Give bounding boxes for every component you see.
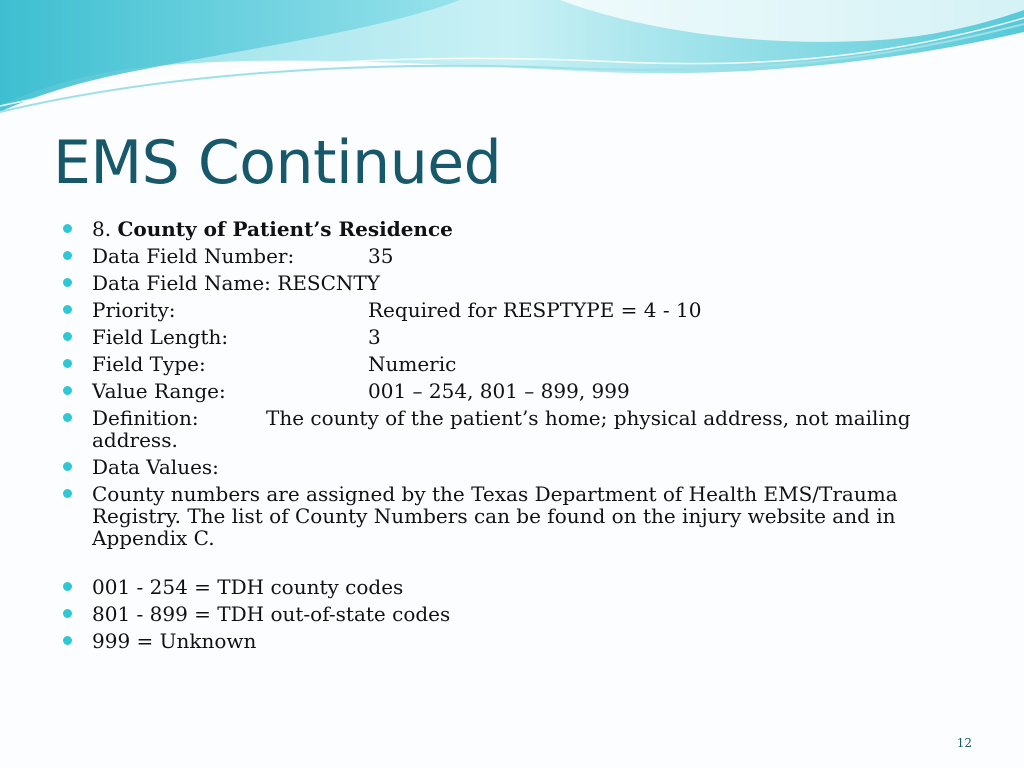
- item-value: 001 – 254, 801 – 899, 999: [368, 379, 630, 403]
- item-text: 999 = Unknown: [92, 629, 257, 653]
- header-wave-decoration: [0, 0, 1024, 120]
- item-label: Field Length:: [92, 325, 229, 349]
- item-text: 001 - 254 = TDH county codes: [92, 575, 404, 599]
- item-label: Priority:: [92, 298, 176, 322]
- list-item: [62, 407, 972, 451]
- bullet-dot-icon: [63, 582, 72, 591]
- list-item: [62, 456, 972, 478]
- item-label: Definition:: [92, 406, 199, 430]
- item-text: Data Values:: [92, 455, 219, 479]
- bullet-dot-icon: [63, 224, 72, 233]
- slide-page-number: 12: [956, 736, 972, 750]
- list-item: [62, 630, 972, 652]
- item-label: Field Type:: [92, 352, 206, 376]
- list-item: [62, 326, 972, 348]
- bullet-dot-icon: [63, 386, 72, 395]
- bullet-dot-icon: [63, 609, 72, 618]
- item-label: Data Field Number:: [92, 244, 295, 268]
- bullet-list: [62, 218, 972, 657]
- list-item: [62, 576, 972, 598]
- item-value: The county of the patient’s home; physical address, not mailing address.: [92, 406, 911, 452]
- item-value: Numeric: [368, 352, 457, 376]
- item-text: 801 - 899 = TDH out-of-state codes: [92, 602, 451, 626]
- list-item: [62, 218, 972, 240]
- field-heading: County of Patient’s Residence: [117, 217, 453, 241]
- list-item: [62, 299, 972, 321]
- item-text: County numbers are assigned by the Texas Department of Health EMS/Trauma Registry. The list of County Numbers can be found on the injury website and in Appendix C.: [92, 482, 898, 550]
- bullet-dot-icon: [63, 462, 72, 471]
- bullet-dot-icon: [63, 305, 72, 314]
- list-item: [62, 245, 972, 267]
- bullet-dot-icon: [63, 489, 72, 498]
- list-item: [62, 603, 972, 625]
- bullet-dot-icon: [63, 413, 72, 422]
- bullet-dot-icon: [63, 278, 72, 287]
- list-item: [62, 353, 972, 375]
- list-item: [62, 272, 972, 294]
- bullet-dot-icon: [63, 359, 72, 368]
- item-value: 35: [368, 244, 394, 268]
- bullet-dot-icon: [63, 251, 72, 260]
- item-prefix: 8.: [92, 217, 118, 241]
- bullet-dot-icon: [63, 332, 72, 341]
- list-item: [62, 380, 972, 402]
- item-value: RESCNTY: [277, 271, 380, 295]
- bullet-dot-icon: [63, 636, 72, 645]
- slide-title: EMS Continued: [53, 128, 502, 198]
- list-item: [62, 483, 972, 549]
- item-value: Required for RESPTYPE = 4 - 10: [368, 298, 702, 322]
- item-value: 3: [368, 325, 381, 349]
- item-label: Value Range:: [92, 379, 226, 403]
- item-label: Data Field Name:: [92, 271, 271, 295]
